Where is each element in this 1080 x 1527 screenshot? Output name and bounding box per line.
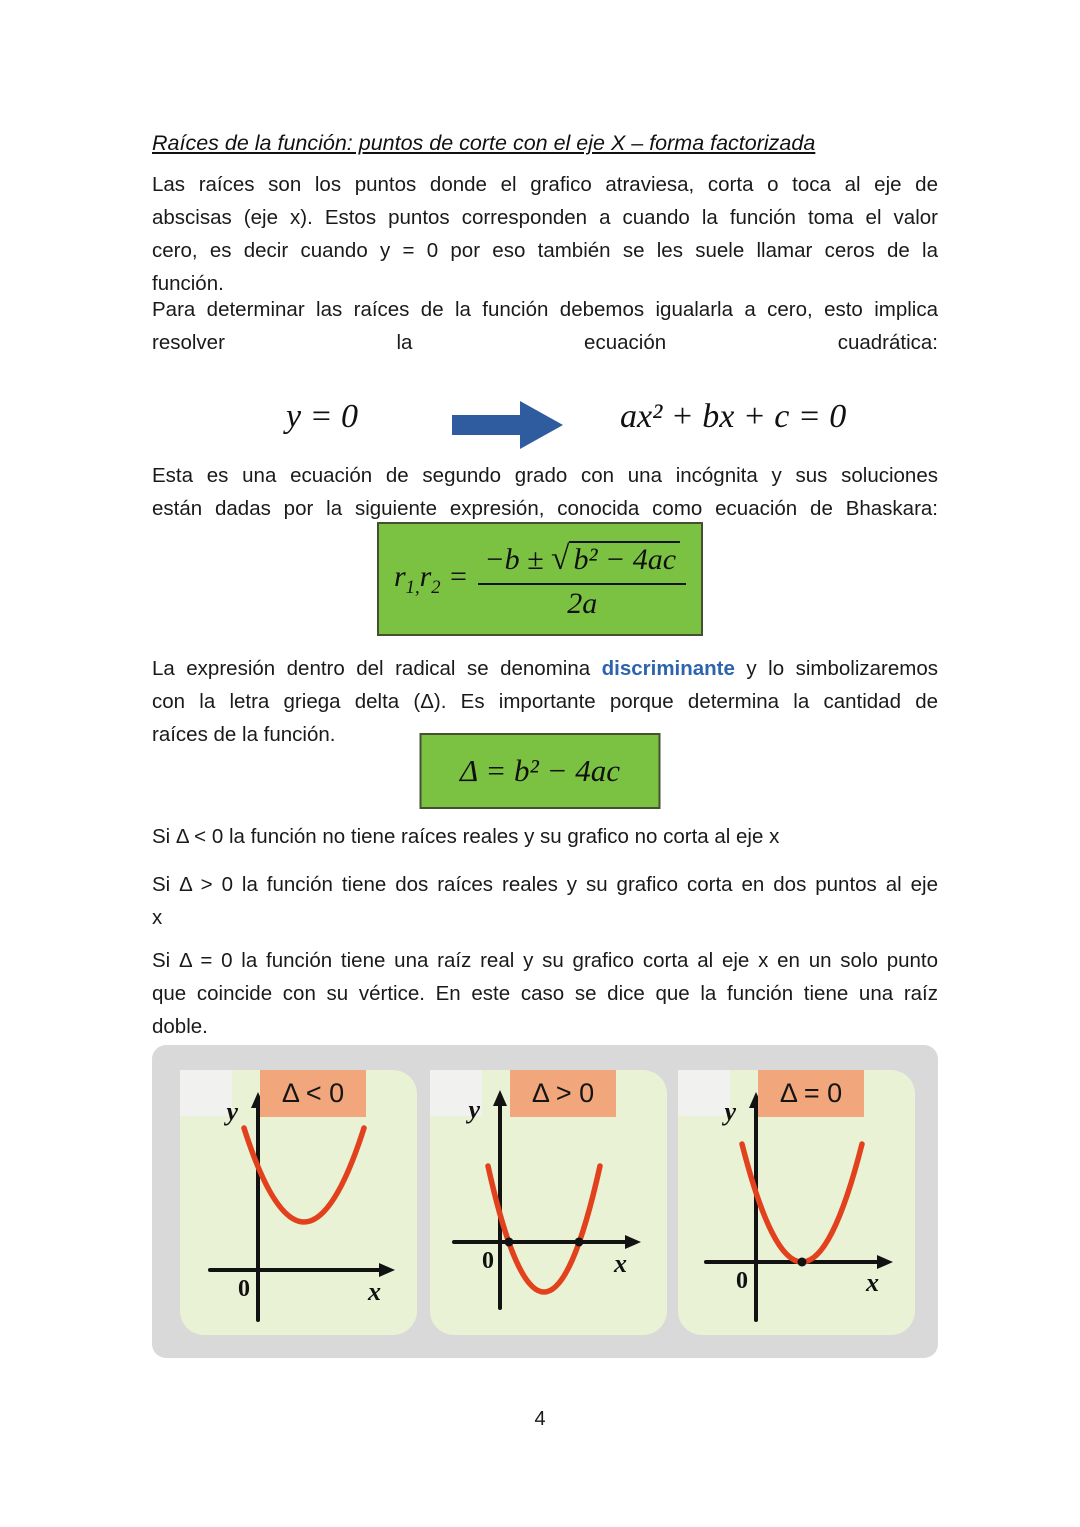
discriminante-highlight: discriminante <box>601 657 735 680</box>
x-axis-label: x <box>368 1277 381 1306</box>
parabola-curve <box>244 1128 364 1222</box>
case-label-delta-positive: Δ > 0 <box>510 1070 616 1117</box>
text-line: Si Δ < 0 la función no tiene raíces reales y su grafico no corta al eje x <box>152 825 780 848</box>
parabola-curve <box>742 1144 862 1262</box>
y-axis-label: y <box>468 1095 480 1124</box>
section-title <box>152 131 938 156</box>
root-point <box>505 1238 514 1247</box>
r1-subscript: 1, <box>405 576 420 598</box>
text-line: Las raíces son los puntos donde el grafico atraviesa, corta o toca al eje de <box>152 173 938 196</box>
text-line: están dadas por la siguiente expresión, conocida como ecuación de Bhaskara: <box>152 497 938 520</box>
case-delta-zero <box>152 944 938 1043</box>
x-axis-label: x <box>614 1249 627 1278</box>
panel-delta-zero <box>678 1070 915 1335</box>
equation-y-zero: y = 0 <box>286 398 359 435</box>
text-line: doble. <box>152 1015 208 1038</box>
text-line: raíces de la función. <box>152 723 336 746</box>
text-line: abscisas (eje x). Estos puntos corresponden a cuando la función toma el valor <box>152 206 938 229</box>
text-line <box>152 652 938 685</box>
y-axis-label: y <box>226 1097 238 1126</box>
case-label-delta-negative: Δ < 0 <box>260 1070 366 1117</box>
paragraph-roots-intro <box>152 168 938 300</box>
text-line: Para determinar las raíces de la función debemos igualarla a cero, esto implica <box>152 298 938 321</box>
r2-base: r <box>419 559 432 593</box>
equals-sign: = <box>448 559 469 593</box>
equation-quadratic: ax² + bx + c = 0 <box>620 398 847 435</box>
text-line: resolver la ecuación cuadrática: <box>152 331 938 354</box>
text-line: con la letra griega delta (Δ). Es importante porque determina la cantidad de <box>152 690 938 713</box>
paragraph-bhaskara-intro <box>152 459 938 525</box>
panel-delta-positive <box>430 1070 667 1335</box>
bhaskara-formula-box <box>377 522 703 636</box>
y-axis-label: y <box>724 1097 736 1126</box>
bhaskara-fraction <box>478 538 686 621</box>
radicand: b² − 4ac <box>569 541 680 576</box>
case-delta-negative <box>152 820 938 853</box>
r2-subscript: 2 <box>431 576 441 598</box>
square-root-icon: √ <box>551 539 570 577</box>
text-line: Esta es una ecuación de segundo grado con una incógnita y sus soluciones <box>152 464 938 487</box>
figure-discriminant-cases <box>152 1045 938 1358</box>
page-number: 4 <box>534 1408 546 1430</box>
root-point <box>575 1238 584 1247</box>
bhaskara-denominator: 2a <box>567 586 598 620</box>
text-segment: y lo simbolizaremos <box>746 657 938 680</box>
text-line: función. <box>152 272 224 295</box>
discriminant-formula: Δ = b² − 4ac <box>459 753 621 788</box>
discriminant-formula-box <box>420 733 661 809</box>
origin-label: 0 <box>238 1276 250 1302</box>
panel-delta-negative <box>180 1070 417 1335</box>
numerator-prefix: −b ± <box>484 542 544 576</box>
text-segment: La expresión dentro del radical se denomina <box>152 657 591 680</box>
text-line: Si Δ = 0 la función tiene una raíz real y su grafico corta al eje x en un solo punto <box>152 949 938 972</box>
origin-label: 0 <box>736 1268 748 1294</box>
equation-row <box>152 392 938 456</box>
r1-base: r <box>393 559 406 593</box>
text-line: cero, es decir cuando y = 0 por eso también se les suele llamar ceros de la <box>152 239 938 262</box>
text-line: Si Δ > 0 la función tiene dos raíces reales y su grafico corta en dos puntos al eje <box>152 873 938 896</box>
text-line: que coincide con su vértice. En este caso se dice que la función tiene una raíz <box>152 982 938 1005</box>
paragraph-determine-roots <box>152 293 938 359</box>
section-title-text: Raíces de la función: puntos de corte con el eje X – forma factorizada <box>152 131 816 155</box>
right-arrow-icon <box>452 400 564 455</box>
x-axis-label: x <box>866 1268 879 1297</box>
origin-label: 0 <box>482 1248 494 1274</box>
bhaskara-lhs <box>394 560 468 599</box>
root-point <box>798 1258 807 1267</box>
parabola-curve <box>488 1166 600 1292</box>
text-line: x <box>152 906 163 929</box>
case-delta-positive <box>152 868 938 934</box>
bhaskara-numerator <box>478 538 686 585</box>
case-label-delta-zero: Δ = 0 <box>758 1070 864 1117</box>
